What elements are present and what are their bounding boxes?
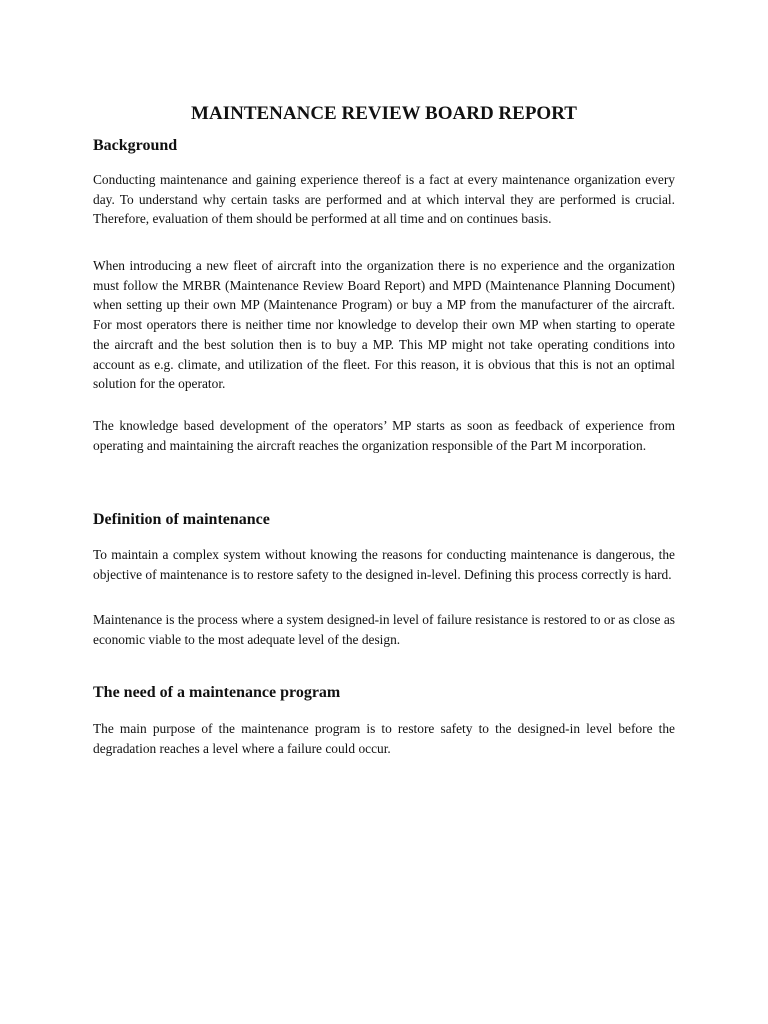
background-paragraph-3: The knowledge based development of the operators’ MP starts as soon as feedback of experience from operating and maintaining the aircraft reaches the organization responsible of the Part M incorporation.	[93, 418, 675, 453]
definition-paragraph-2: Maintenance is the process where a system designed-in level of failure resistance is restored to or as close as economic viable to the most adequate level of the design.	[93, 612, 675, 647]
section-heading-maintenance-program: The need of a maintenance program	[93, 684, 341, 701]
section-heading-definition: Definition of maintenance	[93, 511, 270, 528]
background-paragraph-2: When introducing a new fleet of aircraft into the organization there is no experience and the organization must follow the MRBR (Maintenance Review Board Report) and MPD (Maintenance Planning Document) when setting up their own MP (Maintenance Program) or buy a MP from the manufacturer of the aircraft. For most operators there is neither time nor knowledge to develop their own MP when starting to operate the aircraft and the best solution then is to buy a MP. This MP might not take operating conditions into account as e.g. climate, and utilization of the fleet. For this reason, it is obvious that this is not an optimal solution for the operator.	[93, 258, 675, 392]
document-title: MAINTENANCE REVIEW BOARD REPORT	[191, 103, 577, 124]
section-heading-background: Background	[93, 137, 178, 154]
definition-paragraph-1: To maintain a complex system without knowing the reasons for conducting maintenance is dangerous, the objective of maintenance is to restore safety to the designed in-level. Defining this process correctly is hard.	[93, 547, 675, 582]
background-paragraph-1: Conducting maintenance and gaining experience thereof is a fact at every maintenance organization every day. To understand why certain tasks are performed and at which interval they are performed is crucial. Therefore, evaluation of them should be performed at all time and on continues basis.	[93, 172, 675, 227]
maintenance-program-paragraph-1: The main purpose of the maintenance program is to restore safety to the designed-in level before the degradation reaches a level where a failure could occur.	[93, 721, 675, 756]
